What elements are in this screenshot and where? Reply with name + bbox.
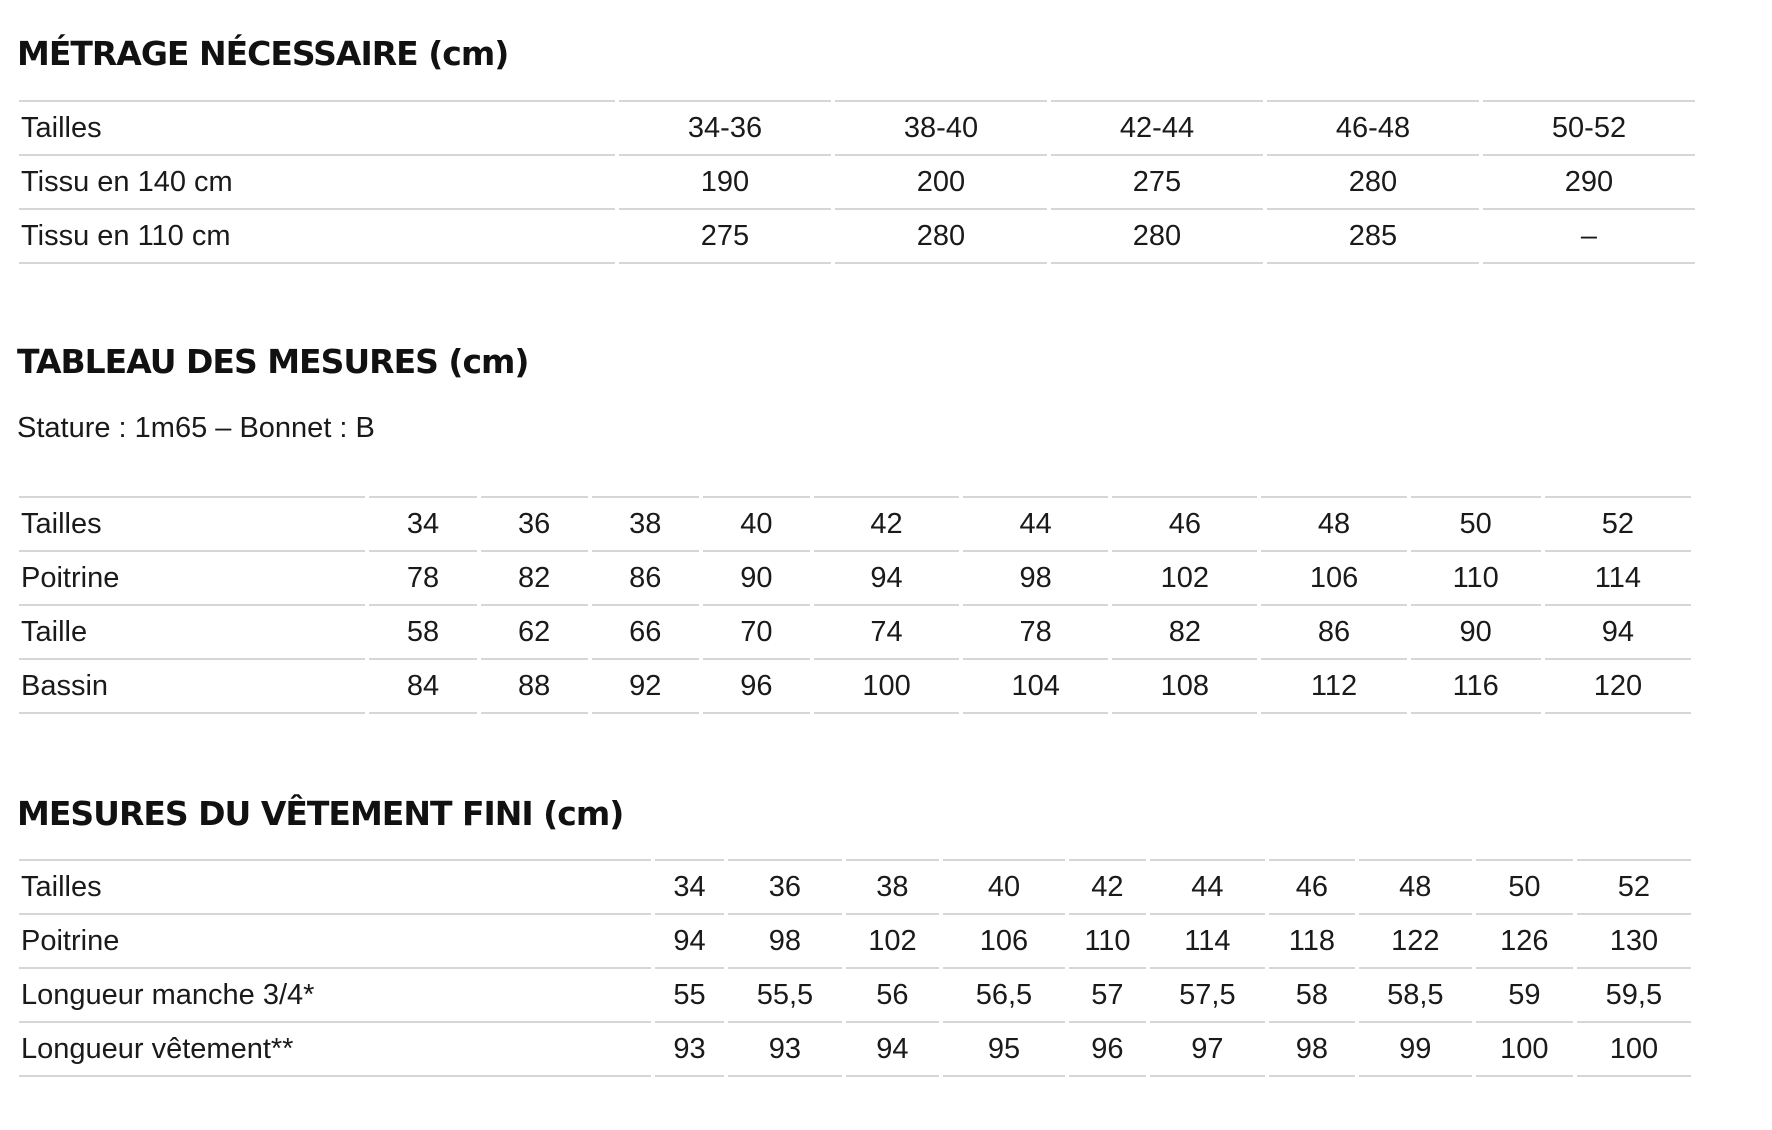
- table-cell: 58: [369, 604, 476, 658]
- table-cell: 94: [846, 1021, 939, 1077]
- table-cell: 122: [1359, 913, 1472, 967]
- mesures-table: [15, 496, 1695, 714]
- table-header-row: [19, 496, 1691, 550]
- table-cell: 126: [1476, 913, 1573, 967]
- table-cell: 59: [1476, 967, 1573, 1021]
- table-cell: 285: [1267, 208, 1479, 264]
- table-header-row: [19, 100, 1695, 154]
- fini-title: MESURES DU VÊTEMENT FINI (cm): [17, 794, 624, 833]
- table-cell: 78: [369, 550, 476, 604]
- metrage-table: [15, 100, 1699, 264]
- table-cell: 98: [728, 913, 842, 967]
- table-cell: 130: [1577, 913, 1691, 967]
- table-header-row: [19, 859, 1691, 913]
- table-cell: 120: [1545, 658, 1691, 714]
- header-cell: 50: [1476, 859, 1573, 913]
- table-cell: 59,5: [1577, 967, 1691, 1021]
- table-cell: 98: [1269, 1021, 1355, 1077]
- row-label: Longueur manche 3/4*: [19, 967, 651, 1021]
- fini-table: [15, 859, 1695, 1077]
- header-cell: 42: [814, 496, 959, 550]
- table-cell: 102: [846, 913, 939, 967]
- table-cell: 104: [963, 658, 1108, 714]
- row-label: Poitrine: [19, 913, 651, 967]
- row-label: Taille: [19, 604, 365, 658]
- header-cell: 36: [728, 859, 842, 913]
- header-cell: 52: [1577, 859, 1691, 913]
- header-cell: 40: [703, 496, 810, 550]
- table-cell: 95: [943, 1021, 1065, 1077]
- table-cell: 94: [655, 913, 724, 967]
- table-cell: 56,5: [943, 967, 1065, 1021]
- header-cell: 34: [655, 859, 724, 913]
- table-cell: 112: [1261, 658, 1406, 714]
- table-cell: 110: [1069, 913, 1146, 967]
- table-cell: 58,5: [1359, 967, 1472, 1021]
- header-cell: 34-36: [619, 100, 831, 154]
- table-cell: 90: [703, 550, 810, 604]
- header-cell: 46: [1112, 496, 1257, 550]
- table-cell: 114: [1150, 913, 1265, 967]
- table-row: [19, 154, 1695, 208]
- row-label: Longueur vêtement**: [19, 1021, 651, 1077]
- table-cell: 57: [1069, 967, 1146, 1021]
- table-cell: 94: [814, 550, 959, 604]
- table-cell: 118: [1269, 913, 1355, 967]
- row-label: Poitrine: [19, 550, 365, 604]
- table-cell: 86: [1261, 604, 1406, 658]
- mesures-title: TABLEAU DES MESURES (cm): [17, 342, 529, 381]
- table-cell: 93: [655, 1021, 724, 1077]
- header-cell: 42: [1069, 859, 1146, 913]
- table-cell: 94: [1545, 604, 1691, 658]
- table-cell: 100: [1577, 1021, 1691, 1077]
- table-cell: 82: [1112, 604, 1257, 658]
- table-cell: 275: [619, 208, 831, 264]
- header-cell: 40: [943, 859, 1065, 913]
- table-cell: 100: [1476, 1021, 1573, 1077]
- header-cell: 46: [1269, 859, 1355, 913]
- row-label: Tissu en 110 cm: [19, 208, 615, 264]
- table-cell: 106: [1261, 550, 1406, 604]
- table-cell: 114: [1545, 550, 1691, 604]
- table-cell: 102: [1112, 550, 1257, 604]
- table-row: [19, 967, 1691, 1021]
- table-cell: 93: [728, 1021, 842, 1077]
- table-cell: 86: [592, 550, 699, 604]
- table-cell: 78: [963, 604, 1108, 658]
- header-cell: 44: [1150, 859, 1265, 913]
- header-cell: Tailles: [19, 859, 651, 913]
- header-cell: 36: [481, 496, 588, 550]
- table-cell: 84: [369, 658, 476, 714]
- table-cell: 66: [592, 604, 699, 658]
- table-cell: 97: [1150, 1021, 1265, 1077]
- table-cell: 58: [1269, 967, 1355, 1021]
- header-cell: 46-48: [1267, 100, 1479, 154]
- header-cell: 42-44: [1051, 100, 1263, 154]
- table-cell: 62: [481, 604, 588, 658]
- header-cell: 38: [846, 859, 939, 913]
- table-cell: 74: [814, 604, 959, 658]
- table-cell: 98: [963, 550, 1108, 604]
- table-cell: 56: [846, 967, 939, 1021]
- table-cell: 82: [481, 550, 588, 604]
- header-cell: Tailles: [19, 496, 365, 550]
- table-cell: 200: [835, 154, 1047, 208]
- header-cell: 38: [592, 496, 699, 550]
- table-cell: 110: [1411, 550, 1541, 604]
- header-cell: 48: [1261, 496, 1406, 550]
- table-cell: 100: [814, 658, 959, 714]
- stature-subtitle: Stature : 1m65 – Bonnet : B: [17, 412, 375, 444]
- table-cell: 190: [619, 154, 831, 208]
- table-cell: 290: [1483, 154, 1695, 208]
- table-cell: 70: [703, 604, 810, 658]
- table-cell: 116: [1411, 658, 1541, 714]
- table-row: [19, 1021, 1691, 1077]
- header-cell: 50-52: [1483, 100, 1695, 154]
- table-cell: 88: [481, 658, 588, 714]
- table-cell: 108: [1112, 658, 1257, 714]
- table-cell: 280: [1051, 208, 1263, 264]
- table-cell: 55,5: [728, 967, 842, 1021]
- table-cell: 92: [592, 658, 699, 714]
- table-cell: 57,5: [1150, 967, 1265, 1021]
- header-cell: 48: [1359, 859, 1472, 913]
- table-row: [19, 208, 1695, 264]
- metrage-title: MÉTRAGE NÉCESSAIRE (cm): [17, 34, 509, 73]
- table-row: [19, 550, 1691, 604]
- table-row: [19, 604, 1691, 658]
- header-cell: 50: [1411, 496, 1541, 550]
- header-cell: 34: [369, 496, 476, 550]
- table-cell: 55: [655, 967, 724, 1021]
- header-cell: 38-40: [835, 100, 1047, 154]
- row-label: Bassin: [19, 658, 365, 714]
- table-cell: 96: [703, 658, 810, 714]
- table-cell: 96: [1069, 1021, 1146, 1077]
- header-cell: 44: [963, 496, 1108, 550]
- table-cell: 99: [1359, 1021, 1472, 1077]
- header-cell: 52: [1545, 496, 1691, 550]
- table-cell: 280: [1267, 154, 1479, 208]
- table-row: [19, 913, 1691, 967]
- table-cell: 90: [1411, 604, 1541, 658]
- table-cell: 275: [1051, 154, 1263, 208]
- table-cell: 280: [835, 208, 1047, 264]
- table-cell: –: [1483, 208, 1695, 264]
- table-row: [19, 658, 1691, 714]
- header-cell: Tailles: [19, 100, 615, 154]
- table-cell: 106: [943, 913, 1065, 967]
- row-label: Tissu en 140 cm: [19, 154, 615, 208]
